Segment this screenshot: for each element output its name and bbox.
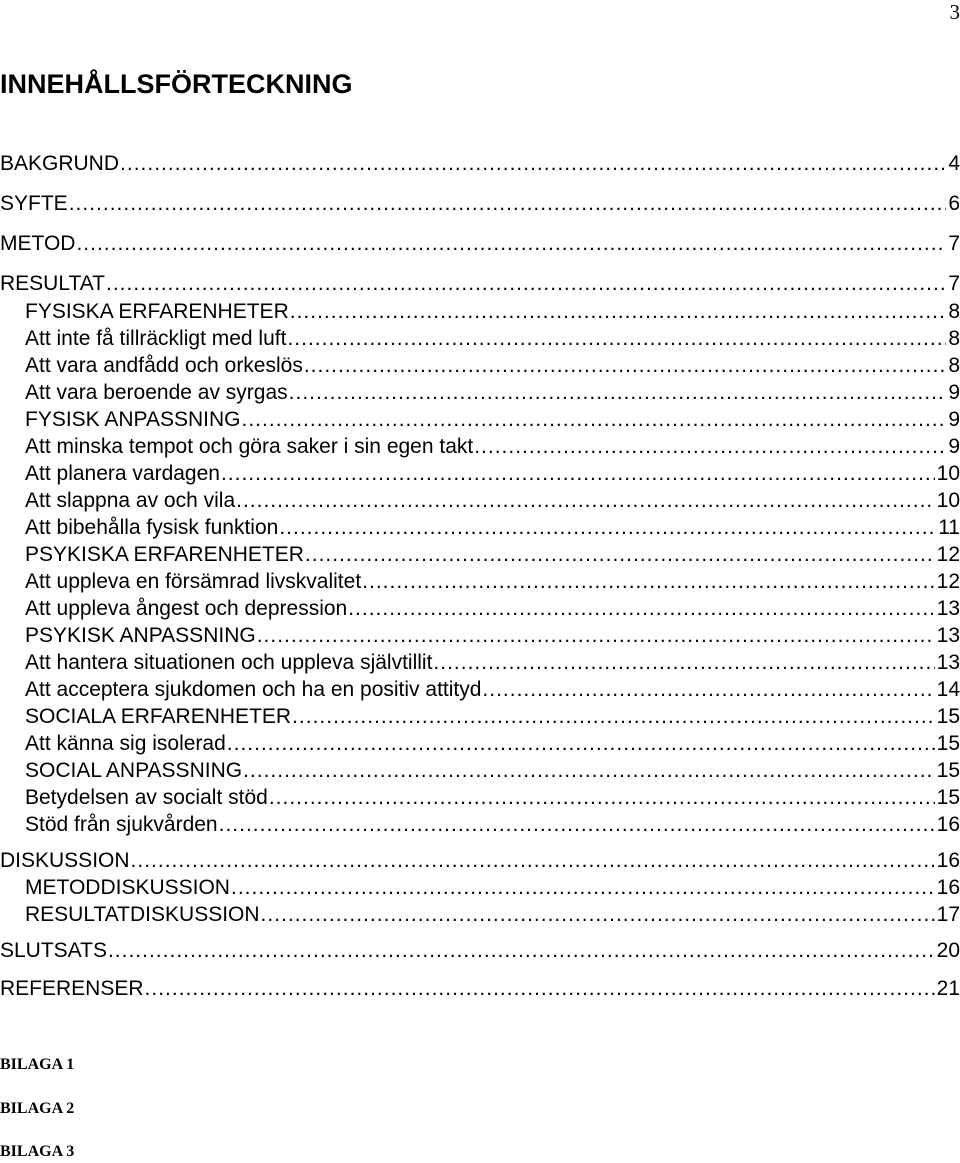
toc-entry-page: 15 [935,703,960,731]
dot-leader [287,325,946,353]
toc-entry[interactable] [25,568,960,596]
toc-entry-label: Att acceptera sjukdomen och ha en positiv attityd [25,676,482,704]
page-number: 3 [949,0,960,24]
toc-entry-page: 15 [935,784,960,812]
dot-leader [145,975,935,1003]
toc-entry-label: SYFTE [0,190,69,218]
toc-entry[interactable] [25,541,960,569]
toc-entry[interactable] [0,937,960,965]
dot-leader [69,190,947,218]
appendix-label: BILAGA 3 [0,1143,75,1160]
toc-entry-label: METOD [0,230,76,258]
toc-entry-label: Att känna sig isolerad [25,730,227,758]
dot-leader [242,406,947,434]
toc-entry-page: 20 [935,937,960,965]
toc-entry-label: Betydelsen av socialt stöd [25,784,269,812]
toc-entry-page: 11 [936,514,960,542]
dot-leader [236,487,935,515]
toc-entry-page: 13 [935,595,960,623]
toc-entry-page: 16 [935,874,960,902]
toc-entry[interactable] [25,784,960,812]
toc-entry[interactable] [25,649,960,677]
toc-entry-label: FYSISK ANPASSNING [25,406,242,434]
toc-entry-label: Att inte få tillräckligt med luft [25,325,287,353]
toc-entry-label: SOCIAL ANPASSNING [25,757,243,785]
toc-entry-label: Att bibehålla fysisk funktion [25,514,279,542]
toc-entry[interactable] [0,975,960,1003]
toc-entry-label: Att hantera situationen och uppleva självtillit [25,649,433,677]
appendix-label: BILAGA 1 [0,1056,75,1073]
dot-leader [304,352,946,380]
toc-entry-page: 17 [935,901,960,929]
toc-entry-page: 21 [935,975,960,1003]
toc-entry[interactable] [25,406,960,434]
toc-entry-label: Att vara beroende av syrgas [25,379,289,407]
toc-entry-label: Att vara andfådd och orkeslös [25,352,304,380]
toc-entry-label: RESULTAT [0,270,106,298]
toc-entry-page: 16 [935,811,960,839]
toc-entry-label: METODDISKUSSION [25,874,231,902]
toc-entry-page: 13 [935,649,960,677]
toc-entry-page: 9 [946,379,960,407]
toc-entry-page: 9 [946,406,960,434]
toc-entry-page: 16 [935,847,960,875]
toc-entry-page: 10 [935,487,960,515]
toc-entry-page: 8 [946,325,960,353]
toc-entry[interactable] [0,270,960,298]
toc-entry[interactable] [25,487,960,515]
dot-leader [305,541,935,569]
toc-entry[interactable] [25,757,960,785]
toc-entry[interactable] [0,847,960,875]
dot-leader [243,757,935,785]
toc-entry-page: 14 [935,676,960,704]
toc-entry-page: 15 [935,757,960,785]
toc-entry[interactable] [25,325,960,353]
toc-entry[interactable] [25,379,960,407]
toc-entry-page: 9 [946,433,960,461]
toc-entry-label: FYSISKA ERFARENHETER [25,298,290,326]
toc-entry-label: Att slappna av och vila [25,487,236,515]
toc-entry-page: 8 [946,352,960,380]
toc-entry[interactable] [25,703,960,731]
dot-leader [76,230,946,258]
toc-entry-label: SLUTSATS [0,937,108,965]
toc-entry[interactable] [25,622,960,650]
toc-entry[interactable] [25,460,960,488]
toc-entry[interactable] [25,730,960,758]
toc-entry-label: Att planera vardagen [25,460,221,488]
toc-entry-label: Att uppleva en försämrad livskvalitet [25,568,362,596]
toc-entry[interactable] [25,901,960,929]
dot-leader [292,703,935,731]
toc-entry-page: 4 [946,150,960,178]
dot-leader [120,150,946,178]
toc-entry[interactable] [25,811,960,839]
toc-entry[interactable] [0,230,960,258]
toc-entry-label: RESULTATDISKUSSION [25,901,261,929]
dot-leader [219,811,935,839]
dot-leader [433,649,934,677]
dot-leader [108,937,935,965]
toc-entry[interactable] [0,150,960,178]
dot-leader [279,514,936,542]
toc-entry-label: Att uppleva ångest och depression [25,595,348,623]
dot-leader [362,568,934,596]
toc-entry[interactable] [25,514,960,542]
dot-leader [482,676,934,704]
toc-entry-label: DISKUSSION [0,847,131,875]
toc-entry[interactable] [25,352,960,380]
toc-entry[interactable] [25,595,960,623]
toc-entry[interactable] [25,874,960,902]
dot-leader [221,460,935,488]
toc-entry[interactable] [0,190,960,218]
dot-leader [348,595,934,623]
dot-leader [227,730,935,758]
toc-entry-page: 7 [946,270,960,298]
toc-entry[interactable] [25,298,960,326]
toc-entry[interactable] [25,433,960,461]
toc-entry-label: PSYKISK ANPASSNING [25,622,257,650]
toc-entry-page: 10 [935,460,960,488]
toc-entry-label: SOCIALA ERFARENHETER [25,703,292,731]
dot-leader [269,784,935,812]
toc-entry-page: 7 [946,230,960,258]
dot-leader [289,379,947,407]
appendix-label: BILAGA 2 [0,1100,75,1117]
toc-entry-page: 12 [935,541,960,569]
dot-leader [106,270,946,298]
dot-leader [290,298,947,326]
toc-entry-label: Stöd från sjukvården [25,811,219,839]
toc-entry-page: 15 [935,730,960,758]
toc-entry-label: BAKGRUND [0,150,120,178]
page-title: INNEHÅLLSFÖRTECKNING [0,69,353,99]
dot-leader [131,847,935,875]
toc-entry-label: PSYKISKA ERFARENHETER [25,541,305,569]
dot-leader [257,622,935,650]
toc-entry-page: 8 [946,298,960,326]
toc-entry-page: 6 [946,190,960,218]
toc-entry-page: 12 [935,568,960,596]
dot-leader [231,874,935,902]
toc-entry[interactable] [25,676,960,704]
toc-entry-label: REFERENSER [0,975,145,1003]
dot-leader [474,433,946,461]
toc-entry-page: 13 [935,622,960,650]
dot-leader [261,901,935,929]
toc-entry-label: Att minska tempot och göra saker i sin egen takt [25,433,474,461]
